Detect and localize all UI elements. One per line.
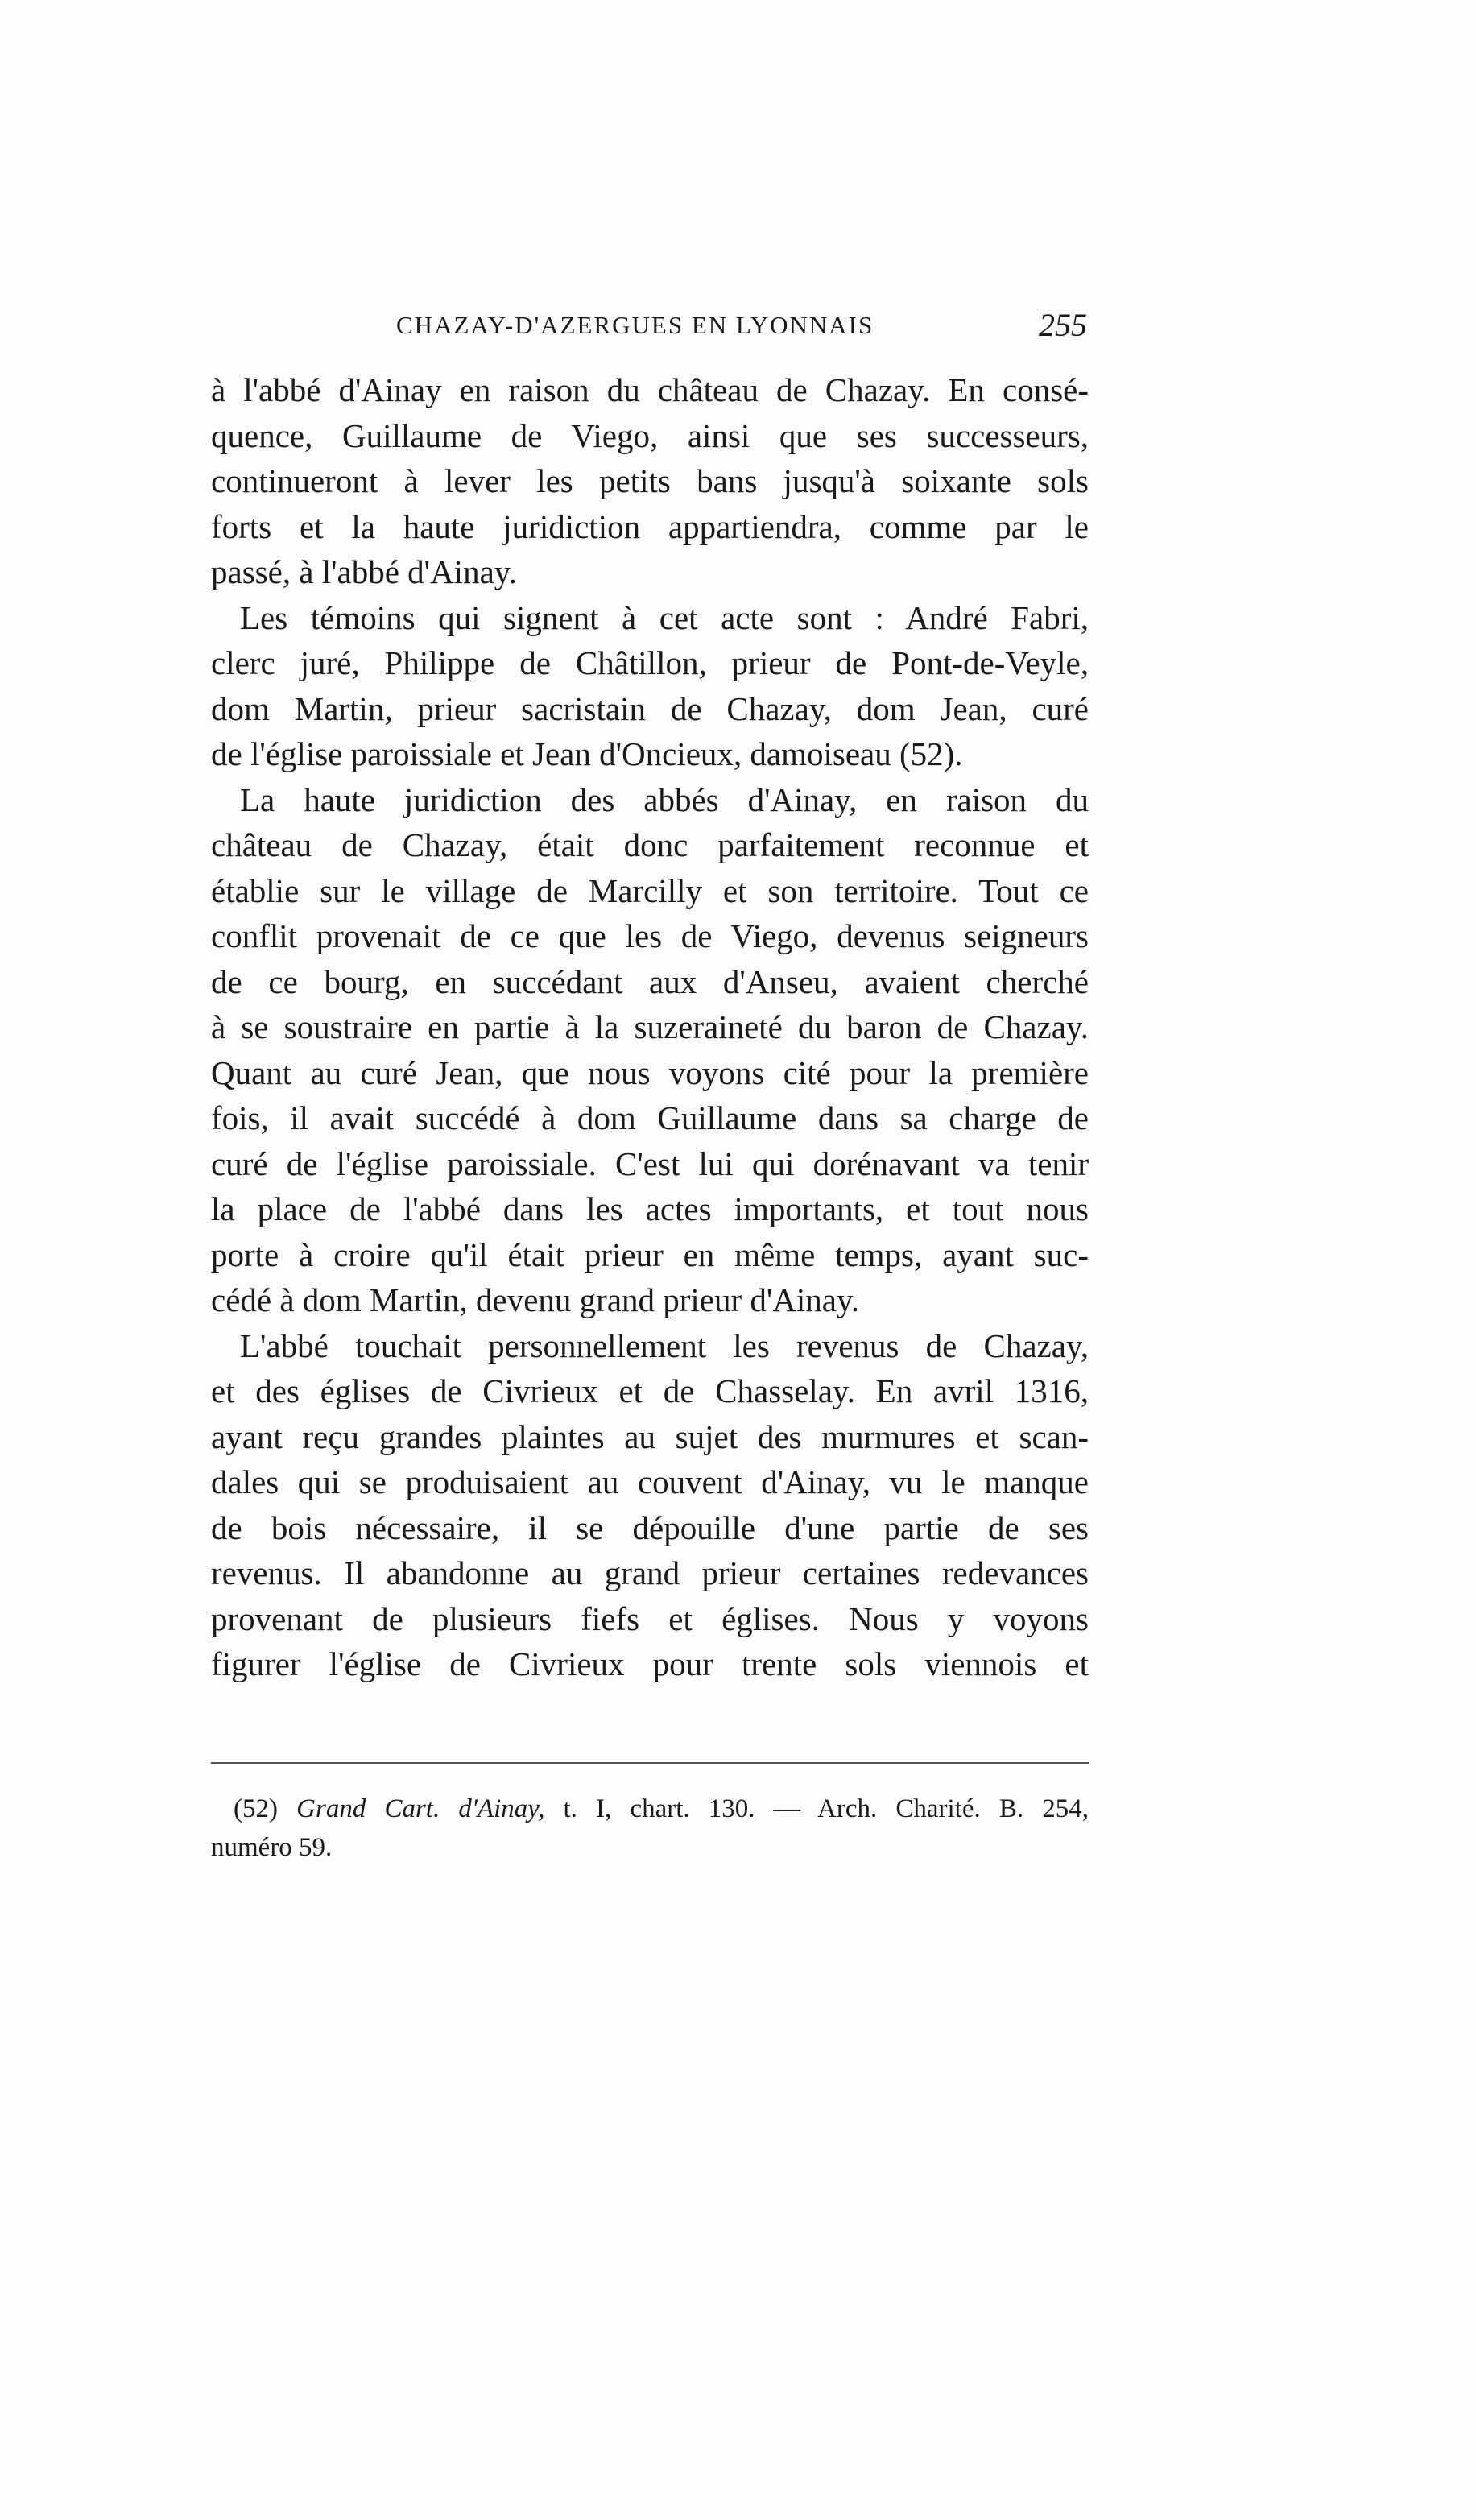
text-line: fois, il avait succédé à dom Guillaume dans sa charge de — [211, 1099, 1089, 1136]
text-line: à se soustraire en partie à la suzeraineté du baron de Chazay. — [211, 1008, 1089, 1045]
text-line: porte à croire qu'il était prieur en même temps, ayant suc- — [211, 1235, 1089, 1273]
text-line: L'abbé touchait personnellement les revenus de Chazay, — [240, 1326, 1089, 1364]
text-line: quence, Guillaume de Viego, ainsi que ses successeurs, — [211, 416, 1089, 454]
text-line: Quant au curé Jean, que nous voyons cité pour la première — [211, 1053, 1089, 1091]
text-line: continueront à lever les petits bans jusqu'à soixante sols — [211, 462, 1089, 499]
text-line: de bois nécessaire, il se dépouille d'une partie de ses — [211, 1508, 1089, 1546]
text-line: conflit provenait de ce que les de Viego, devenus seigneurs — [211, 917, 1089, 954]
text-line: château de Chazay, était donc parfaitement reconnue et — [211, 826, 1089, 863]
text-line: Les témoins qui signent à cet acte sont : André Fabri, — [240, 598, 1089, 636]
text-line: cédé à dom Martin, devenu grand prieur d'Ainay. — [211, 1281, 860, 1318]
footnote-number: (52) — [234, 1794, 278, 1823]
running-title: CHAZAY-D'AZERGUES EN LYONNAIS — [396, 311, 874, 339]
text-line: à l'abbé d'Ainay en raison du château de Chazay. En consé- — [211, 371, 1089, 408]
footnote-divider — [211, 1762, 1089, 1764]
footnotes — [211, 1790, 1089, 1867]
text-line: revenus. Il abandonne au grand prieur certaines redevances — [211, 1554, 1089, 1591]
page-number: 255 — [1039, 307, 1087, 343]
text-line: de l'église paroissiale et Jean d'Oncieux, damoiseau (52). — [211, 735, 963, 772]
text-line: dom Martin, prieur sacristain de Chazay, dom Jean, curé — [211, 689, 1089, 727]
text-line: établie sur le village de Marcilly et son territoire. Tout ce — [211, 871, 1089, 909]
footnote-line: numéro 59. — [211, 1833, 333, 1862]
footnote-reference: t. I, chart. 130. — Arch. Charité. B. 254, — [563, 1794, 1089, 1823]
text-line: provenant de plusieurs fiefs et églises. Nous y voyons — [211, 1599, 1089, 1637]
footnote-line — [211, 1790, 1089, 1828]
footnote-source-title: Grand Cart. d'Ainay, — [296, 1794, 545, 1823]
text-line: de ce bourg, en succédant aux d'Anseu, avaient cherché — [211, 962, 1089, 1000]
text-line: La haute juridiction des abbés d'Ainay, en raison du — [240, 780, 1089, 818]
text-line: dales qui se produisaient au couvent d'Ainay, vu le manque — [211, 1463, 1089, 1500]
body-text — [211, 367, 1089, 1687]
text-line: clerc juré, Philippe de Châtillon, prieur de Pont-de-Veyle, — [211, 644, 1089, 681]
text-line: ayant reçu grandes plaintes au sujet des murmures et scan- — [211, 1417, 1089, 1455]
text-line: passé, à l'abbé d'Ainay. — [211, 553, 517, 590]
text-line: la place de l'abbé dans les actes importants, et tout nous — [211, 1190, 1089, 1227]
text-line: figurer l'église de Civrieux pour trente sols viennois et — [211, 1645, 1089, 1682]
text-line: curé de l'église paroissiale. C'est lui qui dorénavant va tenir — [211, 1144, 1089, 1182]
text-line: forts et la haute juridiction appartiendra, comme par le — [211, 507, 1089, 545]
page-header — [216, 307, 1087, 351]
text-line: et des églises de Civrieux et de Chasselay. En avril 1316, — [211, 1372, 1089, 1409]
